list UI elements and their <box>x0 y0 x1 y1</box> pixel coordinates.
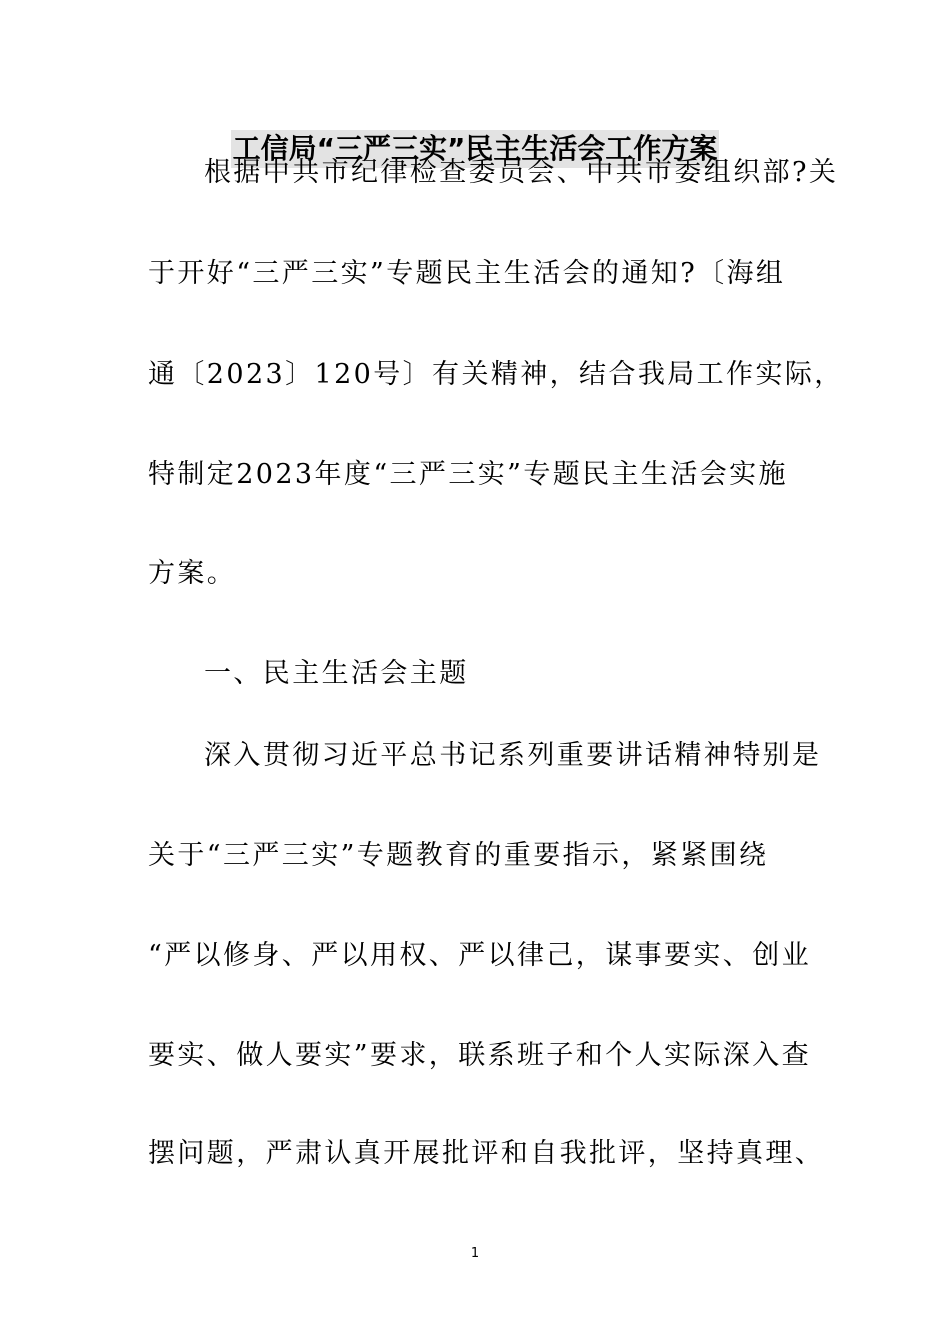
document-title: 工信局“三严三实”民主生活会工作方案 <box>231 130 720 168</box>
paragraph-line: 深入贯彻习近平总书记系列重要讲话精神特别是 <box>204 740 822 771</box>
paragraph-line: 关于“三严三实”专题教育的重要指示，紧紧围绕 <box>148 840 769 871</box>
paragraph-line: 根据中共市纪律检查委员会、中共市委组织部?关 <box>204 157 839 188</box>
paragraph-line: “严以修身、严以用权、严以律己，谋事要实、创业 <box>148 940 812 971</box>
paragraph-line: 要实、做人要实”要求，联系班子和个人实际深入查 <box>148 1040 812 1071</box>
paragraph-line: 特制定2023年度“三严三实”专题民主生活会实施 <box>148 459 788 490</box>
page-number: 1 <box>470 1246 480 1261</box>
section-heading: 一、民主生活会主题 <box>204 658 469 689</box>
paragraph-line: 通〔2023〕120号〕有关精神，结合我局工作实际， <box>148 359 844 390</box>
paragraph-line: 方案。 <box>148 558 237 589</box>
paragraph-line: 于开好“三严三实”专题民主生活会的通知?〔海组 <box>148 258 786 289</box>
paragraph-line: 摆问题，严肃认真开展批评和自我批评，坚持真理、 <box>148 1138 825 1169</box>
